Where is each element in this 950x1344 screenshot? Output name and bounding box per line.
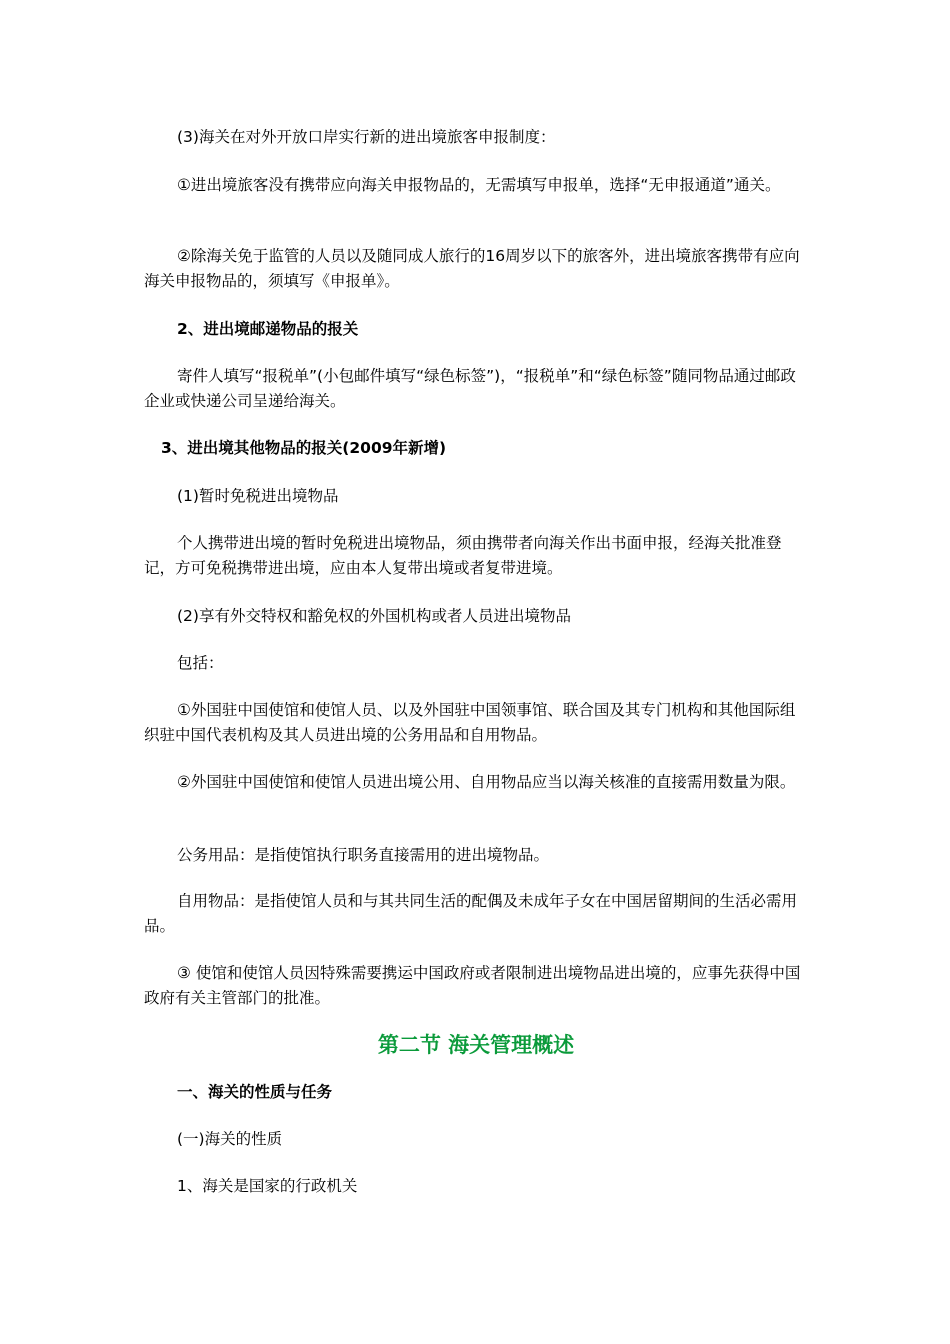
paragraph-declaration-form: ②除海关免于监管的人员以及随同成人旅行的16周岁以下的旅客外，进出境旅客携带有应向海关申报物品的，须填写《申报单》。 — [144, 247, 800, 290]
heading-other-items: 3、进出境其他物品的报关(2009年新增) — [161, 439, 447, 457]
section-title: 第二节 海关管理概述 — [377, 1033, 575, 1057]
paragraph-including: 包括： — [177, 654, 224, 672]
paragraph-official-items: 公务用品：是指使馆执行职务直接需用的进出境物品。 — [177, 846, 550, 864]
paragraph-postal-items: 寄件人填写“报税单”(小包邮件填写“绿色标签”)，“报税单”和“绿色标签”随同物品通过邮政企业或快递公司呈递给海关。 — [144, 367, 796, 410]
heading-nature-and-tasks: 一、海关的性质与任务 — [177, 1083, 333, 1101]
paragraph-foreign-missions: ①外国驻中国使馆和使馆人员、以及外国驻中国领事馆、联合国及其专门机构和其他国际组织驻中国代表机构及其人员进出境的公务用品和自用物品。 — [144, 701, 796, 744]
heading-diplomatic-privilege: (2)享有外交特权和豁免权的外国机构或者人员进出境物品 — [177, 607, 571, 625]
paragraph-declaration-system: (3)海关在对外开放口岸实行新的进出境旅客申报制度： — [177, 128, 556, 146]
paragraph-special-needs: ③ 使馆和使馆人员因特殊需要携运中国政府或者限制进出境物品进出境的，应事先获得中国政府有关主管部门的批准。 — [144, 964, 801, 1007]
paragraph-administrative-organ: 1、海关是国家的行政机关 — [177, 1177, 358, 1195]
paragraph-no-declaration-channel: ①进出境旅客没有携带应向海关申报物品的，无需填写申报单，选择“无申报通道”通关。 — [177, 176, 781, 194]
paragraph-temporary-duty-free: 个人携带进出境的暂时免税进出境物品，须由携带者向海关作出书面申报，经海关批准登记，方可免税携带进出境，应由本人复带出境或者复带进境。 — [144, 534, 782, 577]
paragraph-quantity-limit: ②外国驻中国使馆和使馆人员进出境公用、自用物品应当以海关核准的直接需用数量为限。 — [177, 773, 796, 791]
paragraph-personal-items: 自用物品：是指使馆人员和与其共同生活的配偶及未成年子女在中国居留期间的生活必需用品。 — [144, 892, 798, 935]
heading-postal-items: 2、进出境邮递物品的报关 — [177, 320, 359, 338]
heading-temporary-duty-free: (1)暂时免税进出境物品 — [177, 487, 339, 505]
heading-nature: (一)海关的性质 — [177, 1130, 283, 1148]
